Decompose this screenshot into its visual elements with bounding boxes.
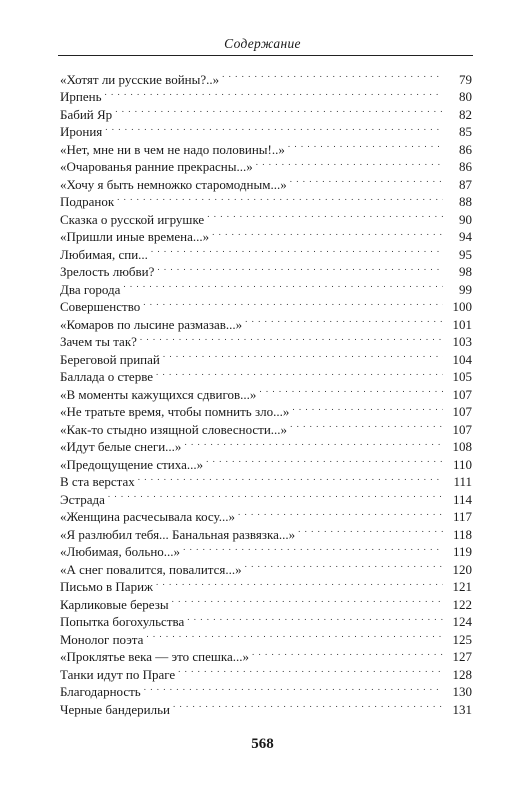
dot-leader — [156, 574, 443, 592]
toc-entry-page: 95 — [459, 246, 472, 262]
toc-entry — [60, 136, 472, 157]
toc-entry-title: Любимая, спи... — [60, 246, 148, 262]
toc-entry-title: Танки идут по Праге — [60, 666, 176, 682]
toc-entry-page: 125 — [452, 631, 472, 647]
toc-entry-page: 108 — [452, 439, 472, 454]
toc-entry-title: «В моменты кажущихся сдвигов...» — [60, 386, 257, 402]
toc-entry-title: Карликовые березы — [60, 596, 169, 612]
toc-entry-page: 111 — [453, 474, 472, 489]
toc-entry — [60, 84, 472, 102]
toc-entry-page: 122 — [452, 596, 472, 612]
toc-entry-page: 107 — [452, 386, 472, 402]
dot-leader — [222, 66, 443, 84]
toc-entry-title: Сказка о русской игрушке — [60, 211, 205, 227]
toc-entry — [60, 189, 472, 207]
toc-entry-title: «Я разлюбил тебя... Банальная развязка...» — [60, 526, 296, 542]
toc-entry-title: Совершенство — [60, 299, 141, 314]
toc-entry-title: Бабий Яр — [60, 106, 113, 122]
dot-leader — [207, 206, 443, 224]
toc-entry-page: 114 — [452, 491, 472, 507]
dot-leader — [140, 329, 443, 347]
toc-entry-page: 117 — [452, 509, 472, 524]
dot-leader — [157, 259, 443, 277]
toc-entry-title: «Любимая, больно...» — [60, 544, 181, 559]
toc-entry-page: 94 — [459, 229, 472, 244]
dot-leader — [123, 276, 443, 294]
dot-leader — [245, 556, 443, 574]
toc-entry-title: «Нет, мне ни в чем не надо половины!..» — [60, 141, 285, 157]
dot-leader — [238, 504, 443, 522]
dot-leader — [105, 84, 443, 102]
toc-entry — [60, 206, 472, 227]
dot-leader — [173, 696, 443, 714]
toc-entry-title: Эстрада — [60, 491, 105, 507]
toc-entry-title: Попытка богохульства — [60, 614, 185, 629]
toc-entry-page: 103 — [452, 334, 472, 349]
toc-entry-page: 86 — [459, 141, 472, 157]
dot-leader — [105, 119, 443, 137]
toc-entry-title: Береговой припай — [60, 351, 160, 367]
toc-entry-page: 119 — [452, 544, 472, 559]
dot-leader — [138, 469, 443, 487]
dot-leader — [290, 416, 443, 434]
dot-leader — [183, 539, 443, 557]
dot-leader — [172, 591, 443, 609]
toc-entry-page: 79 — [459, 71, 472, 87]
dot-leader — [178, 661, 443, 679]
dot-leader — [108, 486, 443, 504]
toc-entry-title: «Как-то стыдно изящной словесности...» — [60, 421, 288, 437]
toc-entry-page: 98 — [459, 264, 472, 279]
toc-entry — [60, 101, 472, 122]
toc-entry — [60, 486, 472, 507]
dot-leader — [187, 609, 443, 627]
toc-entry-page: 128 — [452, 666, 472, 682]
toc-entry-title: «Пришли иные времена...» — [60, 229, 210, 244]
dot-leader — [117, 189, 443, 207]
toc-entry-title: «Очарованья ранние прекрасны...» — [60, 159, 253, 174]
toc-entry-title: Подранок — [60, 194, 115, 209]
toc-entry-title: «Хотят ли русские войны?..» — [60, 71, 220, 87]
toc-entry-title: «Женщина расчесывала косу...» — [60, 509, 235, 524]
toc-entry-page: 82 — [459, 106, 472, 122]
toc-entry-title: Монолог поэта — [60, 631, 144, 647]
toc-entry — [60, 119, 472, 137]
dot-leader — [144, 679, 443, 697]
toc-entry-page: 87 — [459, 176, 472, 192]
toc-entry-page: 101 — [452, 316, 472, 332]
toc-entry-page: 100 — [452, 299, 472, 314]
toc-entry-page: 127 — [452, 649, 472, 664]
dot-leader — [256, 154, 443, 172]
dot-leader — [292, 399, 443, 417]
table-of-contents — [60, 66, 472, 717]
toc-entry-page: 107 — [452, 404, 472, 419]
toc-entry-page: 118 — [452, 526, 472, 542]
toc-entry-title: Черные бандерильи — [60, 701, 170, 717]
toc-entry-page: 99 — [459, 281, 472, 297]
header-rule — [58, 55, 473, 56]
dot-leader — [288, 136, 443, 154]
dot-leader — [143, 294, 443, 312]
toc-entry-title: Баллада о стерве — [60, 369, 154, 384]
toc-entry-title: Благодарность — [60, 684, 141, 699]
toc-entry-page: 120 — [452, 561, 472, 577]
dot-leader — [115, 101, 443, 119]
toc-entry-page: 131 — [452, 701, 472, 717]
toc-entry-title: Письмо в Париж — [60, 579, 154, 594]
toc-entry-title: Два города — [60, 281, 121, 297]
toc-entry-title: «А снег повалится, повалится...» — [60, 561, 242, 577]
toc-entry-page: 86 — [459, 159, 472, 174]
dot-leader — [163, 346, 443, 364]
toc-entry-title: «Предощущение стиха...» — [60, 456, 204, 472]
page-number: 568 — [251, 736, 274, 752]
toc-entry-page: 130 — [452, 684, 472, 699]
dot-leader — [151, 241, 443, 259]
running-header: Содержание — [224, 36, 301, 51]
toc-entry-page: 85 — [459, 124, 472, 139]
toc-entry-title: «Комаров по лысине размазав...» — [60, 316, 243, 332]
toc-entry — [60, 504, 472, 522]
toc-entry-title: Зрелость любви? — [60, 264, 155, 279]
dot-leader — [245, 311, 443, 329]
dot-leader — [212, 224, 443, 242]
dot-leader — [290, 171, 443, 189]
toc-entry-title: «Идут белые снеги...» — [60, 439, 182, 454]
toc-entry-page: 88 — [459, 194, 472, 209]
toc-entry-page: 107 — [452, 421, 472, 437]
toc-entry — [60, 66, 472, 87]
toc-entry-title: «Не тратьте время, чтобы помнить зло...» — [60, 404, 290, 419]
dot-leader — [146, 626, 443, 644]
toc-entry-page: 104 — [452, 351, 472, 367]
toc-entry-title: В ста верстах — [60, 474, 135, 489]
toc-entry-title: Зачем ты так? — [60, 334, 137, 349]
dot-leader — [184, 434, 443, 452]
toc-entry-title: Ирпень — [60, 89, 102, 104]
dot-leader — [259, 381, 443, 399]
toc-entry-page: 105 — [452, 369, 472, 384]
toc-entry-title: «Проклятье века — это спешка...» — [60, 649, 250, 664]
toc-entry-page: 110 — [452, 456, 472, 472]
toc-entry-page: 124 — [452, 614, 472, 629]
dot-leader — [252, 644, 443, 662]
dot-leader — [206, 451, 443, 469]
toc-entry-page: 121 — [452, 579, 472, 594]
toc-entry-title: «Хочу я быть немножко старомодным...» — [60, 176, 287, 192]
toc-entry-page: 90 — [459, 211, 472, 227]
dot-leader — [298, 521, 443, 539]
toc-entry-page: 80 — [459, 89, 472, 104]
dot-leader — [156, 364, 443, 382]
toc-entry-title: Ирония — [60, 124, 103, 139]
